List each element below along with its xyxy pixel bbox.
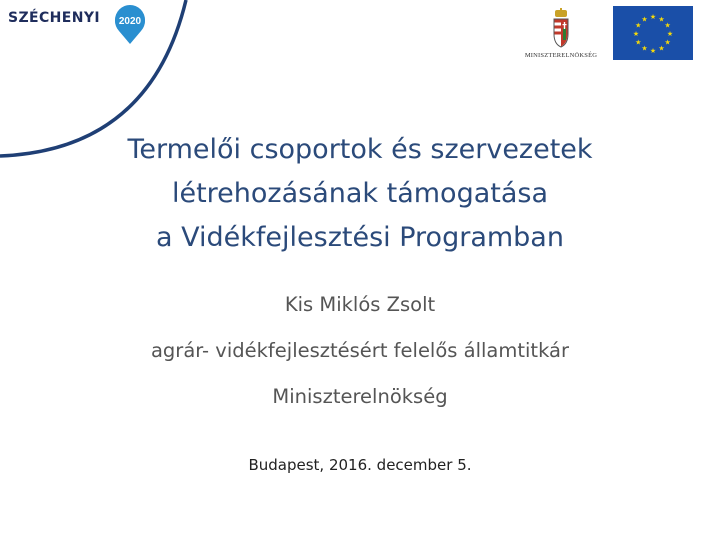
presentation-date: Budapest, 2016. december 5. <box>248 456 472 474</box>
szechenyi-badge-icon <box>113 3 147 45</box>
coat-of-arms-icon <box>552 8 570 48</box>
presenter-position: agrár- vidékfejlesztésért felelős államtitkár <box>150 339 569 362</box>
slide-title <box>40 128 680 260</box>
presenter-name: Kis Miklós Zsolt <box>284 293 436 316</box>
svg-text:★: ★ <box>649 47 657 55</box>
szechenyi-2020-logo <box>8 3 148 39</box>
ministry-logo <box>520 8 602 64</box>
svg-text:★: ★ <box>664 21 671 30</box>
svg-text:★: ★ <box>666 30 674 38</box>
svg-text:★: ★ <box>641 15 648 24</box>
svg-text:★: ★ <box>641 44 648 53</box>
title-line-1: Termelői csoportok és szervezetek <box>127 134 593 165</box>
svg-text:★: ★ <box>658 44 665 53</box>
title-line-2: létrehozásának támogatása <box>171 178 549 209</box>
svg-text:★: ★ <box>649 13 657 21</box>
szechenyi-logo-text: SZÉCHENYI <box>8 10 101 26</box>
eu-flag-icon <box>613 6 693 60</box>
svg-text:★: ★ <box>658 15 665 24</box>
szechenyi-badge-text: 2020 <box>118 16 142 27</box>
presenter-block <box>40 282 680 420</box>
ministry-logo-label: MINISZTERELNÖKSÉG <box>524 52 598 59</box>
svg-text:★: ★ <box>635 21 642 30</box>
title-line-3: a Vidékfejlesztési Programban <box>156 222 564 253</box>
svg-text:★: ★ <box>664 38 671 47</box>
presenter-organization: Miniszterelnökség <box>272 385 448 408</box>
svg-text:★: ★ <box>632 30 640 38</box>
svg-text:★: ★ <box>635 38 642 47</box>
